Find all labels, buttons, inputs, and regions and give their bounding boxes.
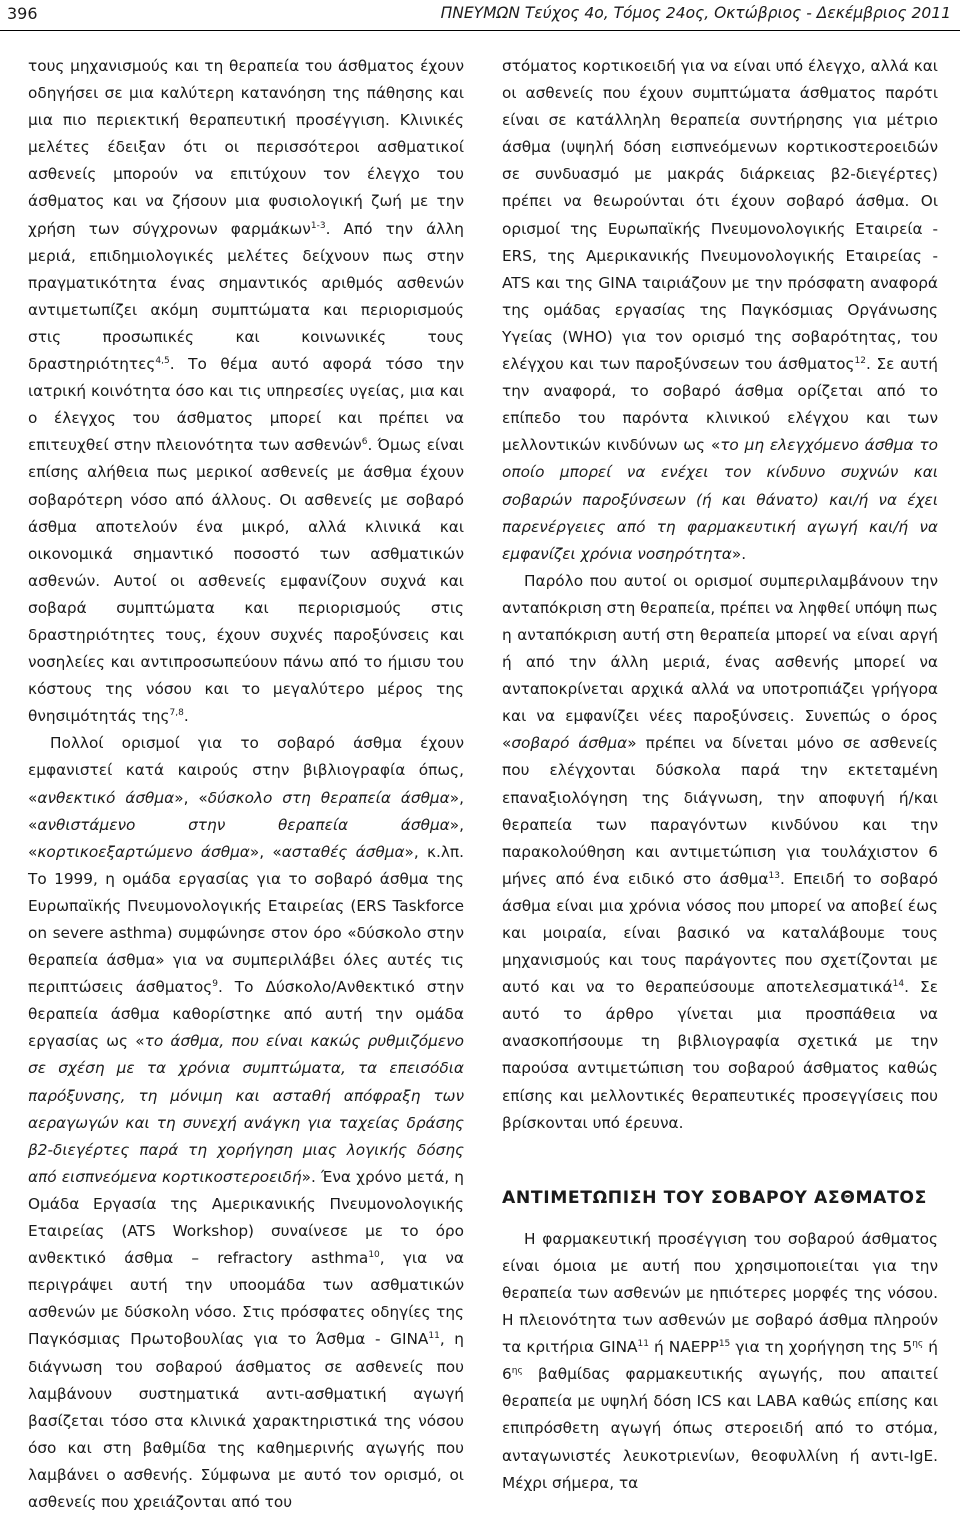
paragraph-intro: τους μηχανισμούς και τη θεραπεία του άσθματος έχουν οδηγήσει σε μια καλύτερη κατανόηση της πάθησης και μια πιο περιεκτική θεραπευτική προσέγγιση. Κλινικές μελέτες έδειξαν ότι οι περισσότεροι ασθματικοί ασθενείς μπορούν να επιτύχουν τον έλεγχο του άσθματος και να ζήσουν μια φυσιολογική ζωή με την χρήση των σύγχρονων φαρμάκων$^{1-3}$. Από την άλλη μεριά, επιδημιολογικές μελέτες δείχνουν πως στην πραγματικότητα ένας σημαντικός αριθμός ασθενών αντιμετωπίζει ακόμη συμπτώματα και περιορισμούς στις προσωπικές και κοινωνικές τους δραστηριότητες$^{4,5}$. Το θέμα αυτό αφορά τόσο την ιατρική κοινότητα όσο και τις υπηρεσίες υγείας, μια και ο έλεγχος του άσθματος μπορεί και πρέπει να επιτευχθεί στην πλειονότητα των ασθενών$^6$. Όμως είναι επίσης αλήθεια πως μερικοί ασθενείς με άσθμα έχουν σοβαρότερη νόσο από άλλους. Οι ασθενείς με σοβαρό άσθμα αποτελούν ένα μικρό, αλλά κλινικά και οικονομικά σημαντικό ποσοστό των ασθματικών ασθενών. Αυτοί οι ασθενείς εμφανίζουν συχνά και σοβαρά συμπτώματα και περιορισμούς στις δραστηριότητες τους, έχουν συχνές παροξύνσεις και νοσηλείες και αντιπροσωπεύουν πάνω από το ήμισυ του κόστους της νόσου και το μεγαλύτερο μέρος της θνησιμότητάς της$^{7,8}$. <box>28 57 464 726</box>
citation: ης <box>511 1366 523 1377</box>
citation: 1-3 <box>310 220 326 231</box>
citation: 4,5 <box>155 355 170 366</box>
citation: 9 <box>212 979 218 990</box>
citation: ης <box>912 1339 924 1350</box>
citation: 10 <box>368 1250 380 1261</box>
section-heading: ΑΝΤΙΜΕΤΩΠΙΣΗ ΤΟΥ ΣΟΒΑΡΟΥ ΑΣΘΜΑΤΟΣ <box>502 1187 927 1208</box>
citation: 12 <box>854 355 866 366</box>
right-column <box>502 53 938 1497</box>
citation: 7,8 <box>169 708 184 719</box>
citation: 15 <box>718 1339 731 1350</box>
citation: 11 <box>428 1331 440 1342</box>
citation: 13 <box>768 870 780 881</box>
journal-info: ΠΝΕΥΜΩΝ Τεύχος 4ο, Τόμος 24ος, Οκτώβριος - Δεκέμβριος 2011 <box>440 4 951 22</box>
header-rule <box>0 30 960 31</box>
paragraph-definitions: Πολλοί ορισμοί για το σοβαρό άσθμα έχουν εμφανιστεί κατά καιρούς στην βιβλιογραφία όπως, «ανθεκτικό άσθμα», «δύσκολο στη θεραπεία άσθμα», «ανθιστάμενο στην θεραπεία άσθμα», «κορτικοεξαρτώμενο άσθμα», «ασταθές άσθμα», κ.λπ. Το 1999, η ομάδα εργασίας για το σοβαρό άσθμα της Ευρωπαϊκής Πνευμονολογικής Εταιρείας (ERS Taskforce on severe asthma) συμφώνησε στον όρο «δύσκολο στην θεραπεία άσθμα» για να συμπεριλάβει όλες αυτές τις περιπτώσεις άσθματος$^9$. Το Δύσκολο/Ανθεκτικό στην θεραπεία άσθμα καθορίστηκε από αυτή την ομάδα εργασίας ως «το άσθμα, που είναι κακώς ρυθμιζόμενο σε σχέση με τα χρόνια συμπτώματα, τα επεισόδια παρόξυνσης, τη μόνιμη και ασταθή απόφραξη των αεραγωγών και τη συνεχή ανάγκη για ταχείας δράσης β2-διεγέρτες παρά τη χορήγηση μιας λογικής δόσης από εισπνεόμενα κορτικοστεροειδή». Ένα χρόνο μετά, η Ομάδα Εργασία της Αμερικανικής Πνευμονολογικής Εταιρείας (ATS Workshop) συναίνεσε με το όρο ανθεκτικό άσθμα – refractory asthma$^{10}$, για να περιγράψει αυτή την υποομάδα των ασθματικών ασθενών με δύσκολη νόσο. Στις πρόσφατες οδηγίες της Παγκόσμιας Πρωτοβουλίας για το Άσθμα - GINA$^{11}$, η διάγνωση του σοβαρού άσθματος σε ασθενείς που λαμβάνουν συστηματικά αντι-ασθματική αγωγή βασίζεται τόσο στα κλινικά χαρακτηριστικά της νόσου όσο και στη βαθμίδα της καθημερινής αγωγής που λαμβάνει ο ασθενής. Σύμφωνα με αυτό τον ορισμό, οι ασθενείς που χρειάζονται από του <box>28 734 465 1511</box>
left-column <box>28 53 464 1516</box>
citation: 6 <box>361 437 368 448</box>
paragraph-treatment-response: Παρόλο που αυτοί οι ορισμοί συμπεριλαμβάνουν την ανταπόκριση στη θεραπεία, πρέπει να ληφθεί υπόψη πως η ανταπόκριση αυτή στη θεραπεία μπορεί να είναι αργή ή από την άλλη μεριά, ένας ασθενής μπορεί να ανταποκρίνεται αρχικά αλλά να υποτροπιάζει γρήγορα και να εμφανίζει νέες παροξύνσεις. Συνεπώς ο όρος «σοβαρό άσθμα» πρέπει να δίνεται μόνο σε ασθενείς που ελέγχονται δύσκολα παρά την εκτεταμένη επαναξιολόγηση της διάγνωση, την αποφυγή ή/και θεραπεία των παραγόντων κινδύνου και την παρακολούθηση και αντιμετώπιση για τουλάχιστον 6 μήνες από ένα ειδικό στο άσθμα$^{13}$. Επειδή το σοβαρό άσθμα είναι μια χρόνια νόσος που μπορεί να αποβεί έως και μοιραία, είναι βασικό να καταλάβουμε τους μηχανισμούς και τους παράγοντες που σχετίζονται με αυτό και να το θεραπεύσουμε αποτελεσματικά$^{14}$. Σε αυτό το άρθρο γίνεται μια προσπάθεια να ανασκοπήσουμε τη βιβλιογραφία σχετικά με την παρούσα αντιμετώπιση του σοβαρού άσθματος καθώς επίσης και μελλοντικές θεραπευτικές προσεγγίσεις που βρίσκονται υπό έρευνα. <box>502 571 938 1132</box>
citation: 11 <box>637 1339 649 1350</box>
page-number: 396 <box>7 4 38 23</box>
paragraph-who-definition: στόματος κορτικοειδή για να είναι υπό έλεγχο, αλλά και οι ασθενείς που έχουν συμπτώματα άσθματος παρότι είναι σε κατάλληλη θεραπεία συντήρησης για μέτριο άσθμα (υψηλή δόση εισπνεόμενων κορτικοστεροειδών σε συνδυασμό με μακράς διάρκειας β2-διεγέρτες) πρέπει να θεωρούνται ότι έχουν σοβαρό άσθμα. Οι ορισμοί της Ευρωπαϊκής Πνευμονολογικής Εταιρεία - ERS, της Αμερικανικής Πνευμονολογικής Εταιρείας - ATS και της GINA ταιριάζουν με την πρόσφατη αναφορά της ομάδας εργασίας της Παγκόσμιας Οργάνωσης Υγείας (WHO) για τον ορισμό της σοβαρότητας, του ελέγχου και των παροξύνσεων του άσθματος$^{12}$. Σε αυτή την αναφορά, το σοβαρό άσθμα ορίζεται από το επίπεδο του παρόντα κλινικού ελέγχου και των μελλοντικών κινδύνων ως «το μη ελεγχόμενο άσθμα το οποίο μπορεί να ενέχει τον κίνδυνο συχνών και σοβαρών παροξύνσεων (ή και θάνατο) και/ή να έχει παρενέργειες από τη φαρμακευτική αγωγή και/ή να εμφανίζει χρόνια νοσηρότητα». <box>502 57 938 563</box>
paragraph-pharmacological: Η φαρμακευτική προσέγγιση του σοβαρού άσθματος είναι όμοια με αυτή που χρησιμοποιείται για την θεραπεία των ασθενών με ηπιότερες μορφές της νόσου. Η πλειονότητα των ασθενών με σοβαρό άσθμα πληρούν τα κριτήρια GINA$^{11}$ ή NAEPP$^{15}$ για τη χορήγηση της $5^{\eta\varsigma}$ ή $6^{\eta\varsigma}$ βαθμίδας φαρμακευτικής αγωγής, που απαιτεί θεραπεία με υψηλή δόση ICS και LABA καθώς επίσης και επιπρόσθετη αγωγή όπως στεροειδή από το στόμα, ανταγωνιστές λευκοτριενίων, θεοφυλλίνη ή αντι-IgE. Μέχρι σήμερα, τα <box>502 1229 938 1492</box>
page-header <box>0 0 960 30</box>
citation: 14 <box>892 979 905 990</box>
